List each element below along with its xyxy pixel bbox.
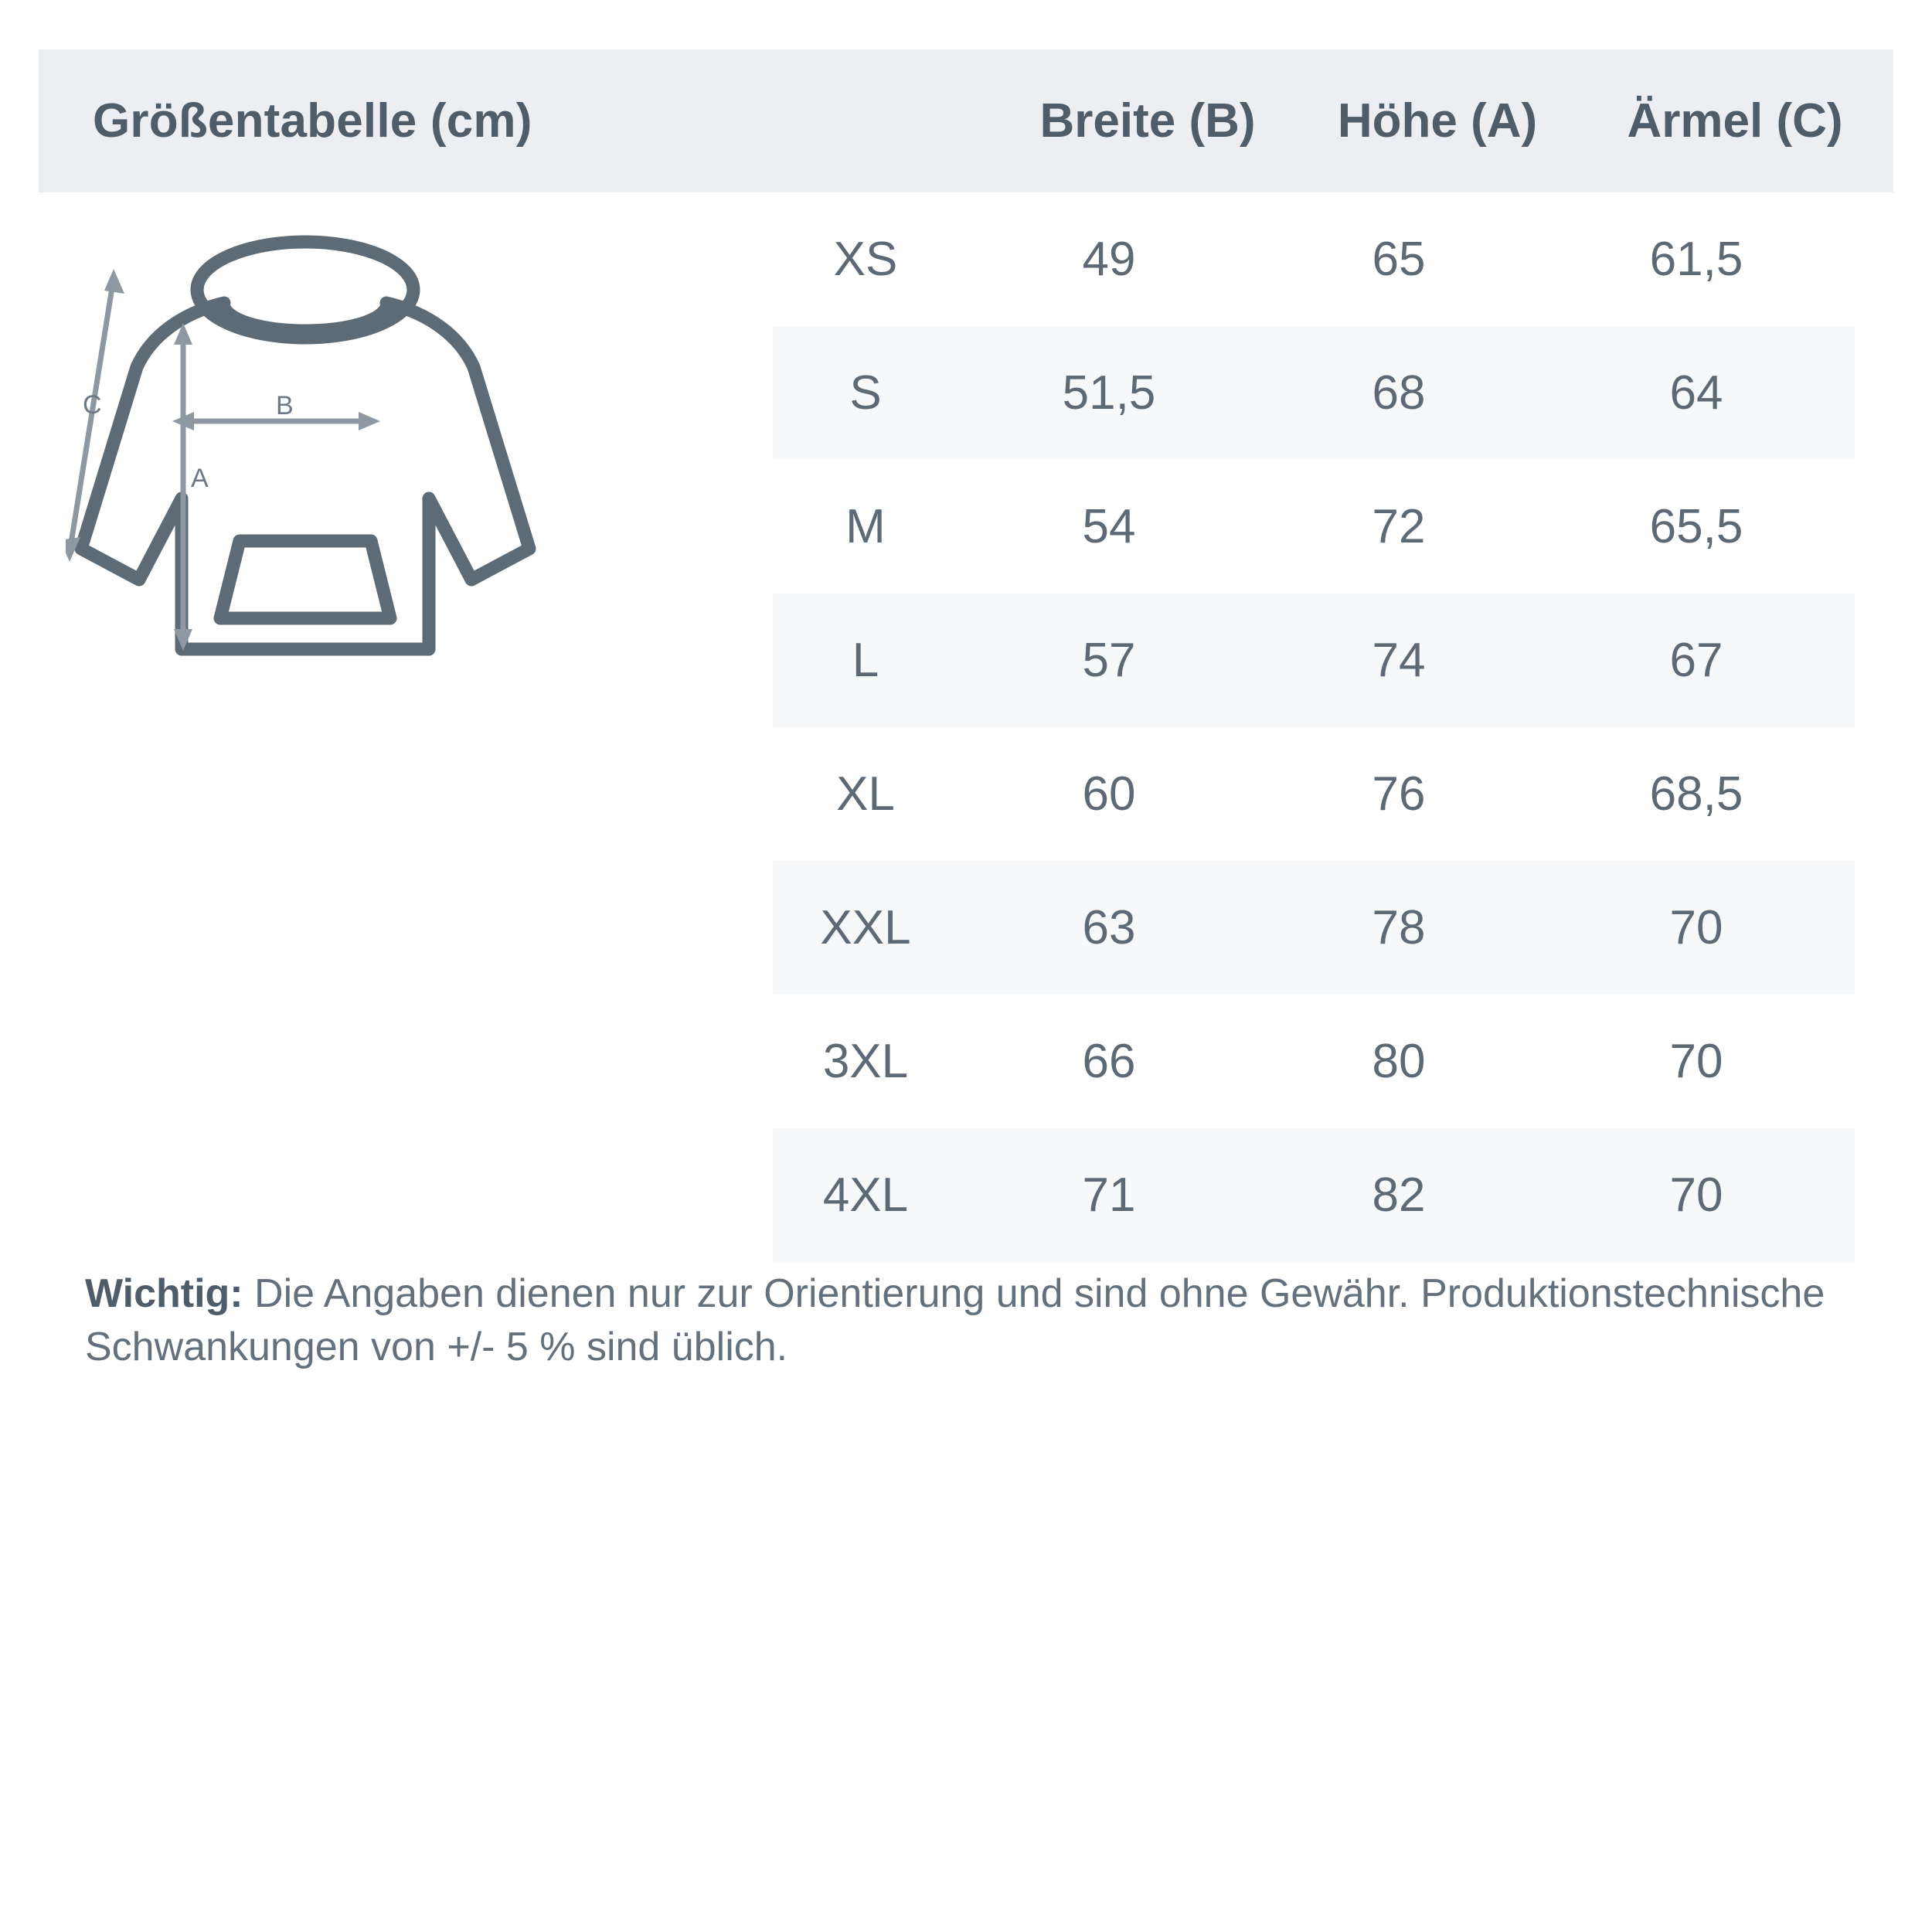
cell-hoehe: 72 bbox=[1372, 500, 1426, 553]
size-table-body bbox=[773, 192, 1855, 1262]
cell-size: 4XL bbox=[822, 1168, 909, 1222]
cell-size: M bbox=[845, 500, 886, 553]
cell-breite: 60 bbox=[1082, 767, 1136, 821]
cell-size: XXL bbox=[820, 901, 911, 954]
column-header-hoehe: Höhe (A) bbox=[1337, 94, 1538, 148]
cell-size: XL bbox=[836, 767, 895, 821]
dimension-label-b: B bbox=[276, 391, 294, 420]
dimension-label-c: C bbox=[83, 390, 102, 420]
cell-breite: 51,5 bbox=[1062, 366, 1156, 420]
cell-breite: 54 bbox=[1082, 500, 1136, 553]
table-row bbox=[773, 727, 1855, 861]
cell-hoehe: 76 bbox=[1372, 767, 1426, 821]
cell-hoehe: 80 bbox=[1372, 1035, 1426, 1088]
cell-aermel: 64 bbox=[1669, 366, 1723, 420]
column-header-group bbox=[811, 49, 1893, 192]
table-row bbox=[773, 192, 1855, 326]
cell-breite: 57 bbox=[1082, 634, 1136, 687]
cell-hoehe: 65 bbox=[1372, 233, 1426, 286]
cell-size: L bbox=[852, 634, 879, 687]
cell-breite: 71 bbox=[1082, 1168, 1136, 1222]
table-row bbox=[773, 861, 1855, 995]
cell-aermel: 70 bbox=[1669, 1035, 1723, 1088]
cell-size: XS bbox=[833, 233, 898, 286]
cell-hoehe: 82 bbox=[1372, 1168, 1426, 1222]
cell-breite: 63 bbox=[1082, 901, 1136, 954]
cell-size: S bbox=[849, 366, 882, 420]
table-row bbox=[773, 1128, 1855, 1262]
column-header-aermel: Ärmel (C) bbox=[1627, 94, 1843, 148]
table-row bbox=[773, 460, 1855, 594]
cell-size: 3XL bbox=[822, 1035, 909, 1088]
dimension-label-a: A bbox=[191, 464, 209, 493]
hoodie-diagram bbox=[66, 232, 761, 819]
column-header-breite: Breite (B) bbox=[1039, 94, 1256, 148]
table-row bbox=[773, 995, 1855, 1128]
disclaimer-text: Die Angaben dienen nur zur Orientierung und sind ohne Gewähr. Produktionstechnische Schwankungen von +/- 5 % sind üblich. bbox=[85, 1271, 1825, 1369]
hoodie-outline-icon bbox=[66, 232, 761, 819]
cell-aermel: 61,5 bbox=[1649, 233, 1743, 286]
page-title: Größentabelle (cm) bbox=[93, 94, 532, 148]
cell-breite: 49 bbox=[1082, 233, 1136, 286]
cell-aermel: 65,5 bbox=[1649, 500, 1743, 553]
cell-aermel: 70 bbox=[1669, 901, 1723, 954]
table-row bbox=[773, 594, 1855, 727]
cell-hoehe: 78 bbox=[1372, 901, 1426, 954]
cell-hoehe: 74 bbox=[1372, 634, 1426, 687]
cell-breite: 66 bbox=[1082, 1035, 1136, 1088]
table-row bbox=[773, 326, 1855, 460]
disclaimer-lead: Wichtig: bbox=[85, 1271, 243, 1316]
cell-aermel: 68,5 bbox=[1649, 767, 1743, 821]
table-header-band bbox=[39, 49, 1893, 192]
disclaimer-note bbox=[85, 1267, 1847, 1373]
cell-aermel: 67 bbox=[1669, 634, 1723, 687]
cell-aermel: 70 bbox=[1669, 1168, 1723, 1222]
cell-hoehe: 68 bbox=[1372, 366, 1426, 420]
